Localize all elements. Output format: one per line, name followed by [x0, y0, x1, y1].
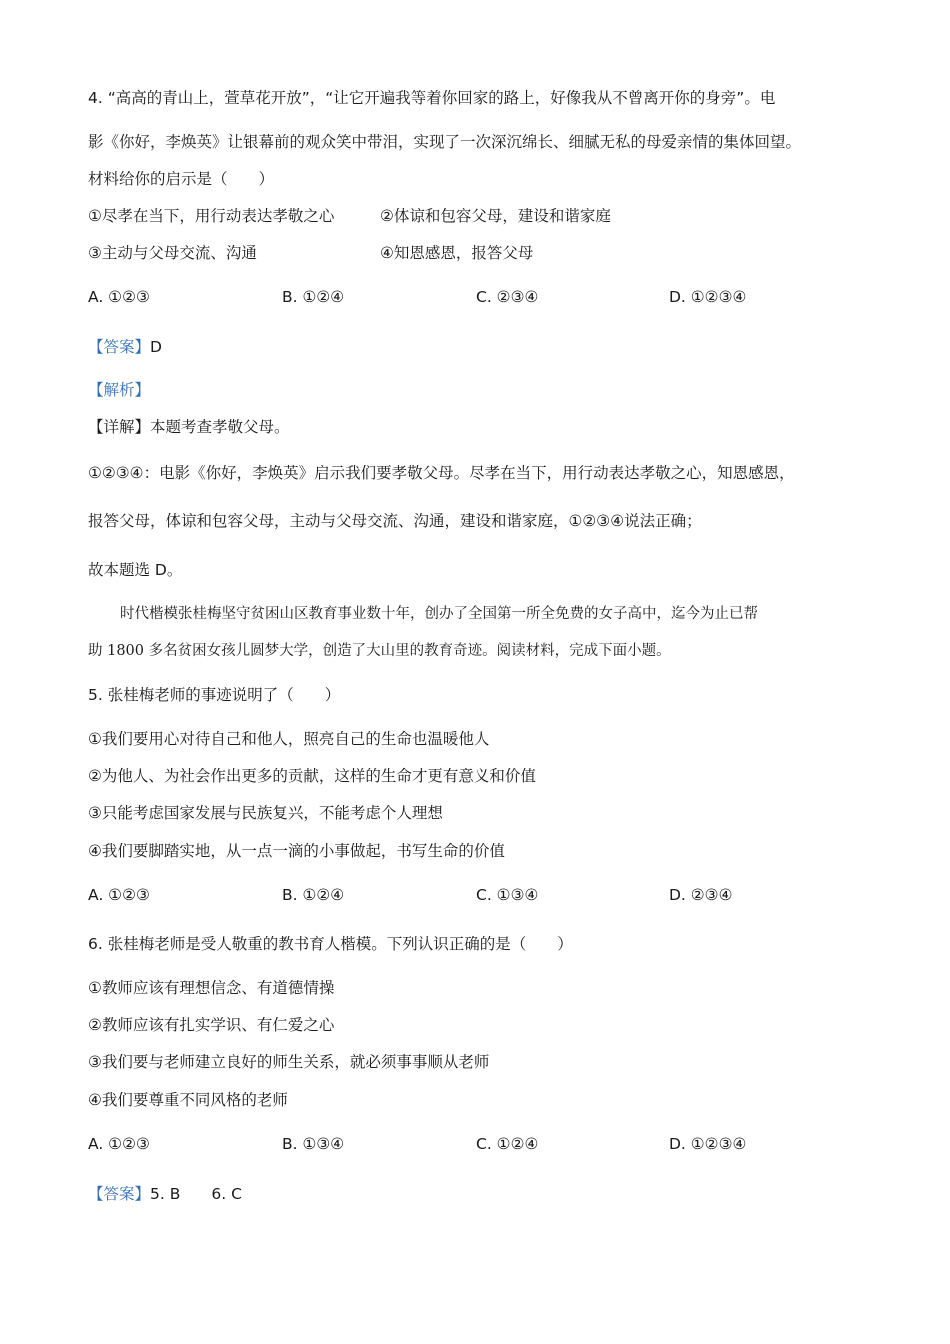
analysis-tag: 【解析】 — [88, 381, 151, 399]
answer-tag: 【答案】 — [88, 1185, 151, 1203]
q6-option-c: C. ①②④ — [476, 1135, 539, 1153]
q4-option-b: B. ①②④ — [282, 288, 345, 306]
q5-item-1: ①我们要用心对待自己和他人，照亮自己的生命也温暖他人 — [88, 730, 490, 748]
q4-explanation-line1: ①②③④：电影《你好，李焕英》启示我们要孝敬父母。尽孝在当下，用行动表达孝敬之心，知恩感恩， — [88, 464, 795, 482]
q4-item-3: ③主动与父母交流、沟通 — [88, 244, 257, 262]
q6-item-1: ①教师应该有理想信念、有道德情操 — [88, 979, 335, 997]
q5-option-d: D. ②③④ — [669, 886, 733, 904]
answer-value: D — [150, 338, 162, 356]
q5-item-2: ②为他人、为社会作出更多的贡献，这样的生命才更有意义和价值 — [88, 767, 536, 785]
q4-stem-line1: 4. “高高的青山上，萱草花开放”，“让它开遍我等着你回家的路上，好像我从不曾离开你的身旁”。电 — [88, 89, 776, 107]
q6-stem: 6. 张桂梅老师是受人敬重的教书育人楷模。下列认识正确的是（ ） — [88, 935, 573, 953]
q5-option-b: B. ①②④ — [282, 886, 345, 904]
material-line1: 时代楷模张桂梅坚守贫困山区教育事业数十年，创办了全国第一所全免费的女子高中，迄今为止已帮 — [120, 606, 758, 622]
q4-item-4: ④知恩感恩，报答父母 — [380, 244, 534, 262]
q5-item-4: ④我们要脚踏实地，从一点一滴的小事做起，书写生命的价值 — [88, 842, 505, 860]
q6-item-3: ③我们要与老师建立良好的师生关系，就必须事事顺从老师 — [88, 1053, 490, 1071]
q4-item-2: ②体谅和包容父母，建设和谐家庭 — [380, 207, 611, 225]
q4-option-c: C. ②③④ — [476, 288, 539, 306]
q5-option-a: A. ①②③ — [88, 886, 150, 904]
q6-item-2: ②教师应该有扎实学识、有仁爱之心 — [88, 1016, 335, 1034]
detail-tag: 【详解】 — [88, 418, 151, 436]
q4-detail — [88, 417, 290, 437]
q4-answer — [88, 337, 162, 357]
q6-option-b: B. ①③④ — [282, 1135, 345, 1153]
q4-stem-line3: 材料给你的启示是（ ） — [88, 170, 275, 188]
material-line2: 助 1800 多名贫困女孩儿圆梦大学，创造了大山里的教育奇迹。阅读材料，完成下面小题。 — [88, 643, 671, 659]
q4-stem-line2: 影《你好，李焕英》让银幕前的观众笑中带泪，实现了一次深沉绵长、细腻无私的母爱亲情的集体回望。 — [88, 133, 802, 151]
answer-tag: 【答案】 — [88, 338, 151, 356]
q4-option-a: A. ①②③ — [88, 288, 150, 306]
q5-option-c: C. ①③④ — [476, 886, 539, 904]
q6-option-a: A. ①②③ — [88, 1135, 150, 1153]
q4-item-1: ①尽孝在当下，用行动表达孝敬之心 — [88, 207, 335, 225]
q56-answer — [88, 1184, 242, 1204]
q6-item-4: ④我们要尊重不同风格的老师 — [88, 1091, 288, 1109]
q5-stem: 5. 张桂梅老师的事迹说明了（ ） — [88, 686, 341, 704]
q4-conclusion: 故本题选 D。 — [88, 561, 183, 579]
q4-explanation-line2: 报答父母，体谅和包容父母，主动与父母交流、沟通，建设和谐家庭，①②③④说法正确； — [88, 512, 702, 530]
answer-value: 5. B 6. C — [150, 1185, 242, 1203]
q6-option-d: D. ①②③④ — [669, 1135, 747, 1153]
q5-item-3: ③只能考虑国家发展与民族复兴，不能考虑个人理想 — [88, 804, 443, 822]
q4-option-d: D. ①②③④ — [669, 288, 747, 306]
detail-text: 本题考查孝敬父母。 — [150, 418, 290, 436]
